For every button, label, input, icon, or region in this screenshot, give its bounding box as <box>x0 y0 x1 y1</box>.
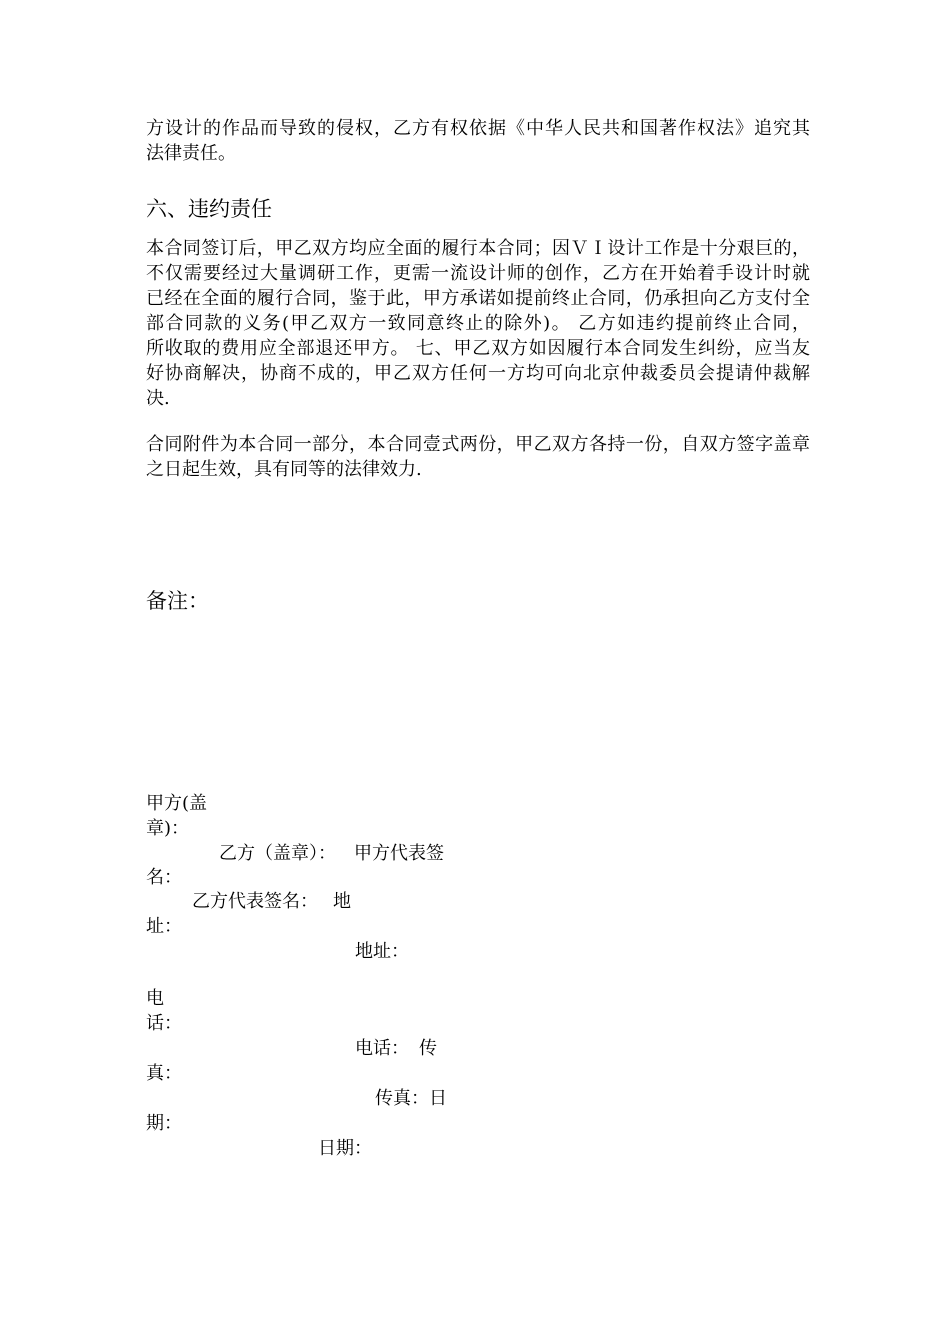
paragraph-line: 部合同款的义务(甲乙双方一致同意终止的除外)。 乙方如违约提前终止合同， <box>146 313 810 334</box>
intro-line-2: 法律责任。 <box>146 143 236 164</box>
intro-line-1: 方设计的作品而导致的侵权，乙方有权依据《中华人民共和国著作权法》追究其 <box>146 118 810 139</box>
party-a-address-label-cont: 址： <box>146 916 182 937</box>
party-a-phone-label-cont: 话： <box>146 1013 182 1034</box>
section-heading: 六、违约责任 <box>146 197 272 221</box>
party-a-date-label: 日 <box>429 1088 447 1109</box>
party-b-fax-label: 传真： <box>375 1088 429 1109</box>
party-a-phone-label: 电 <box>146 988 164 1009</box>
paragraph-line: 已经在全面的履行合同，鉴于此，甲方承诺如提前终止合同，仍承担向乙方支付全 <box>146 288 810 309</box>
party-b-seal-label: 乙方（盖章）： <box>219 843 336 864</box>
party-a-seal-label: 甲方(盖 <box>146 793 208 814</box>
paragraph-line: 所收取的费用应全部退还甲方。 七、甲乙双方如因履行本合同发生纠纷，应当友 <box>146 338 810 359</box>
paragraph-line: 决. <box>146 388 170 409</box>
paragraph-line: 不仅需要经过大量调研工作，更需一流设计师的创作，乙方在开始着手设计时就 <box>146 263 810 284</box>
party-a-fax-label: 传 <box>419 1038 437 1059</box>
remarks-label: 备注： <box>146 589 209 613</box>
paragraph-line: 之日起生效，具有同等的法律效力. <box>146 459 422 480</box>
party-a-date-label-cont: 期： <box>146 1113 182 1134</box>
party-a-rep-label: 甲方代表签 <box>354 843 444 864</box>
party-a-address-label: 地 <box>333 891 351 912</box>
party-b-phone-label: 电话： <box>355 1038 409 1059</box>
party-a-rep-label-cont: 名： <box>146 867 182 888</box>
party-b-address-label: 地址： <box>355 941 409 962</box>
paragraph-line: 本合同签订后，甲乙双方均应全面的履行本合同；因ＶＩ设计工作是十分艰巨的， <box>146 238 810 259</box>
party-a-seal-label-cont: 章)： <box>146 818 190 839</box>
paragraph-line: 合同附件为本合同一部分，本合同壹式两份，甲乙双方各持一份，自双方签字盖章 <box>146 434 810 455</box>
party-b-date-label: 日期： <box>318 1138 372 1159</box>
paragraph-line: 好协商解决，协商不成的，甲乙双方任何一方均可向北京仲裁委员会提请仲裁解 <box>146 363 810 384</box>
party-a-fax-label-cont: 真： <box>146 1063 182 1084</box>
party-b-rep-label: 乙方代表签名： <box>192 891 318 912</box>
